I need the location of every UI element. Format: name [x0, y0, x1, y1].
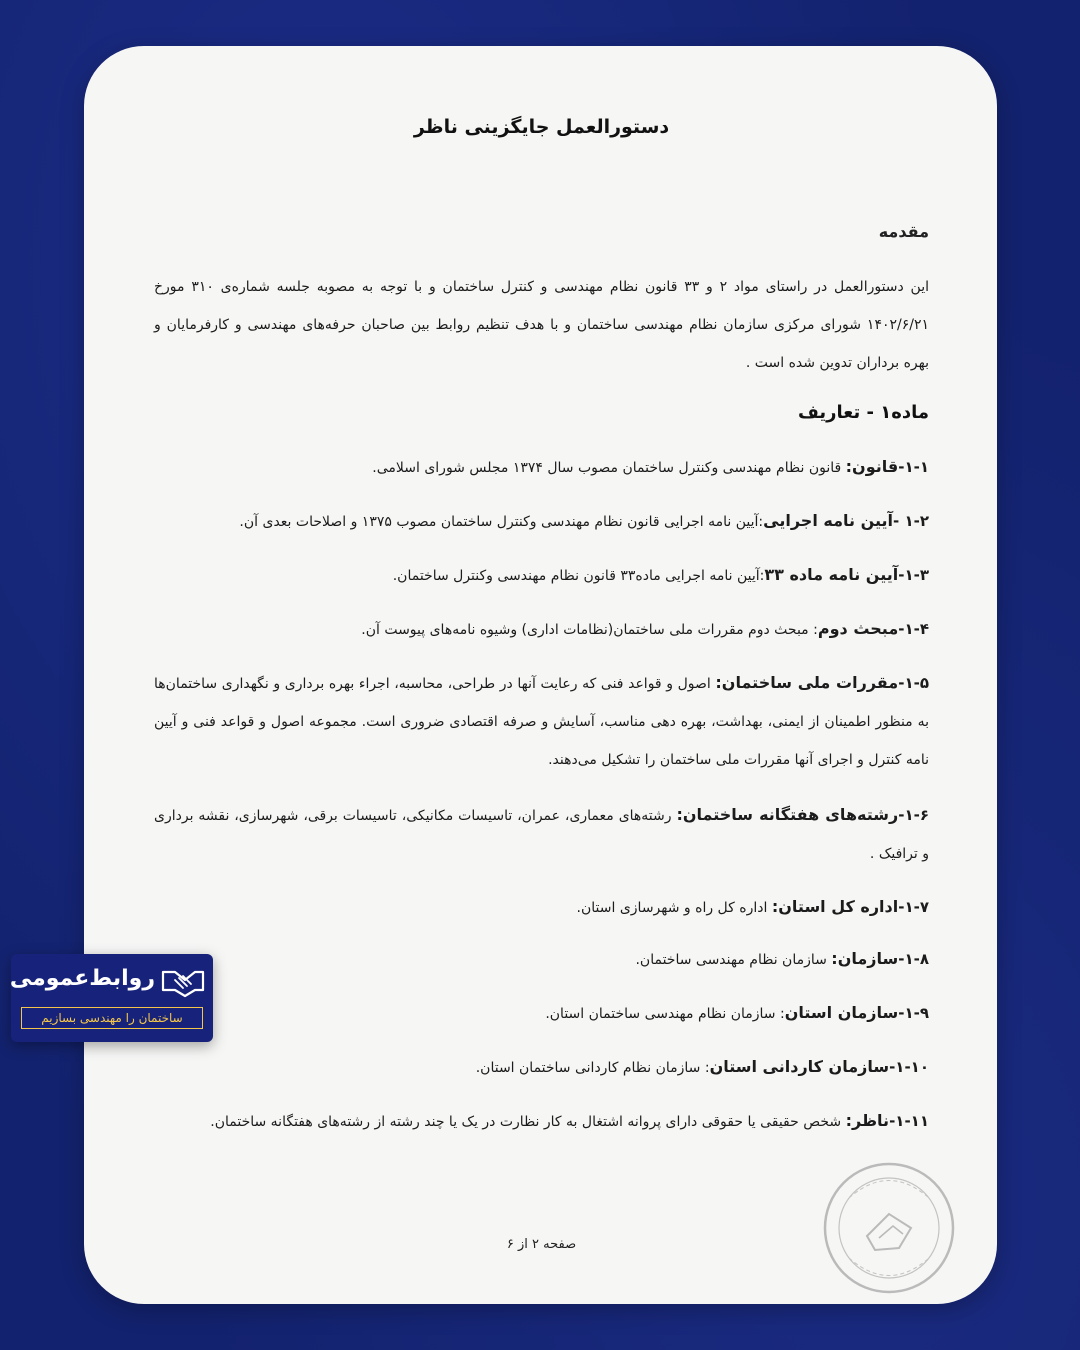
definition-text: سازمان نظام مهندسی ساختمان.	[635, 952, 832, 968]
definition-term: سازمان کاردانی استان	[709, 1057, 890, 1076]
definition-number: ۱-۲ -	[893, 512, 929, 530]
badge-slogan: ساختمان را مهندسی بسازیم	[21, 1007, 203, 1029]
intro-paragraph: این دستورالعمل در راستای مواد ۲ و ۳۳ قانون نظام مهندسی و کنترل ساختمان و با توجه به مصوبه جلسه شماره‌ی ۳۱۰ مورخ ۱۴۰۲/۶/۲۱ شورای مرکزی سازمان نظام مهندسی ساختمان و با هدف تنظیم روابط بین صاحبان حرفه‌های مهندسی و کارفرمایان و بهره برداران تدوین شده است .	[154, 279, 929, 371]
page-number: صفحه ۲ از ۶	[506, 1237, 577, 1252]
badge-title: روابط‌عمومی	[9, 966, 155, 991]
definition-item	[154, 610, 929, 649]
definition-number: ۱-۷-	[898, 898, 929, 916]
article-heading: ماده۱ - تعاریف	[797, 402, 929, 423]
organization-stamp-icon	[819, 1158, 959, 1298]
definition-term: ناظر:	[845, 1111, 890, 1130]
definition-number: ۱-۳-	[898, 566, 929, 584]
definition-number: ۱-۱۱-	[889, 1112, 929, 1130]
definition-number: ۱-۱-	[898, 458, 929, 476]
definition-text: اصول و قواعد فنی که رعایت آنها در طراحی، محاسبه، اجراء بهره برداری و نگهداری ساختمان‌ها به منظور اطمینان از ایمنی، بهداشت، بهره دهی مناسب، آسایش و صرفه اقتصادی ضروری است. مجموعه اصول و قواعد فنی و آیین نامه کنترل و اجرای آنها مقررات ملی ساختمان را تشکیل می‌دهند.	[154, 676, 929, 768]
document-page	[84, 46, 997, 1304]
definition-term: سازمان:	[831, 949, 899, 968]
definition-text: اداره کل راه و شهرسازی استان.	[576, 900, 772, 916]
definition-item	[154, 448, 929, 487]
definition-number: ۱-۸-	[898, 950, 929, 968]
definition-term: قانون:	[845, 457, 899, 476]
document-title: دستورالعمل جایگزینی ناظر	[413, 116, 670, 138]
definition-item	[154, 1102, 929, 1141]
definition-text: شخص حقیقی یا حقوقی دارای پروانه اشتغال به کار نظارت در یک یا چند رشته از رشته‌های هفتگانه ساختمان.	[210, 1114, 846, 1130]
definition-text: : سازمان نظام کاردانی ساختمان استان.	[475, 1060, 710, 1076]
definition-term: اداره کل استان:	[771, 897, 899, 916]
definition-text: : سازمان نظام مهندسی ساختمان استان.	[545, 1006, 785, 1022]
definition-item	[154, 994, 929, 1033]
definition-text: :آیین نامه اجرایی ماده۳۳ قانون نظام مهندسی وکنترل ساختمان.	[392, 568, 765, 584]
definition-item	[154, 888, 929, 927]
definition-item	[154, 502, 929, 541]
definition-number: ۱-۴-	[898, 620, 929, 638]
definition-text: قانون نظام مهندسی وکنترل ساختمان مصوب سال ۱۳۷۴ مجلس شورای اسلامی.	[372, 460, 846, 476]
definition-item	[154, 664, 929, 779]
handshake-icon	[161, 968, 205, 998]
intro-heading: مقدمه	[878, 222, 929, 241]
public-relations-badge	[11, 954, 213, 1042]
definition-item	[154, 940, 929, 979]
definition-term: آیین نامه ماده ۳۳	[764, 565, 899, 584]
definition-item	[154, 556, 929, 595]
definition-term: رشته‌های هفتگانه ساختمان:	[676, 805, 899, 824]
definition-item	[154, 796, 929, 873]
definition-text: :آیین نامه اجرایی قانون نظام مهندسی وکنترل ساختمان مصوب ۱۳۷۵ و اصلاحات بعدی آن.	[239, 514, 764, 530]
definition-number: ۱-۶-	[898, 806, 929, 824]
definition-term: سازمان استان	[784, 1003, 899, 1022]
definition-term: مبحث دوم	[817, 619, 899, 638]
definition-number: ۱-۵-	[898, 674, 929, 692]
document-content	[154, 46, 929, 1304]
definition-number: ۱-۹-	[898, 1004, 929, 1022]
definition-number: ۱-۱۰-	[889, 1058, 929, 1076]
definition-term: آیین نامه اجرایی	[763, 511, 893, 530]
definition-text: : مبحث دوم مقررات ملی ساختمان(نظامات اداری) وشیوه نامه‌های پیوست آن.	[361, 622, 818, 638]
definition-item	[154, 1048, 929, 1087]
definition-term: مقررات ملی ساختمان:	[715, 673, 899, 692]
definition-text: رشته‌های معماری، عمران، تاسیسات مکانیکی، تاسیسات برقی، شهرسازی، نقشه برداری و ترافیک .	[154, 808, 929, 862]
